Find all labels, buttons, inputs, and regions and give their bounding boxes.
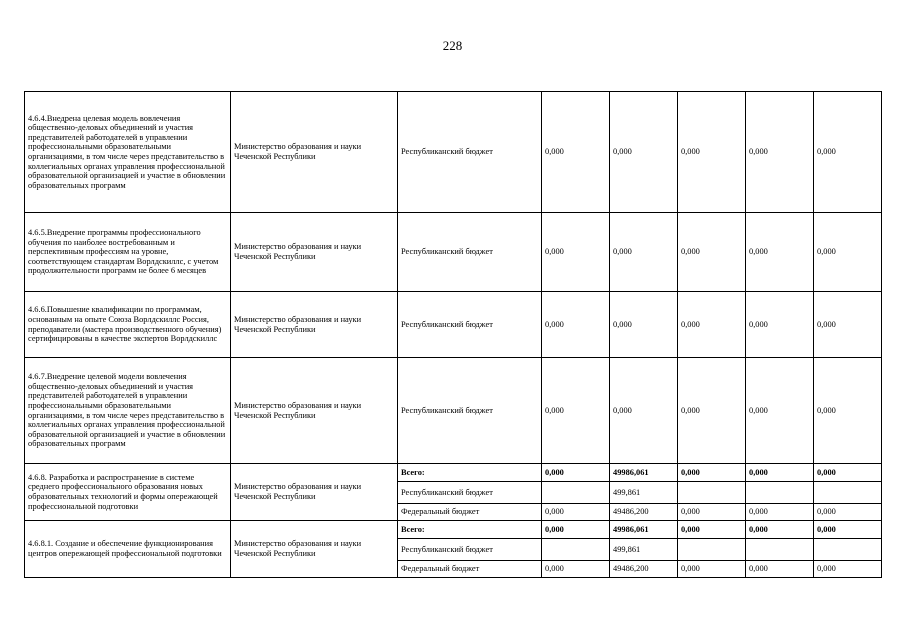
value-cell: 0,000 <box>678 464 746 482</box>
funding-source: Республиканский бюджет <box>398 292 542 358</box>
value-cell: 0,000 <box>814 358 882 464</box>
value-cell <box>678 539 746 561</box>
value-cell: 0,000 <box>542 504 610 521</box>
value-cell: 0,000 <box>746 92 814 213</box>
value-cell: 0,000 <box>610 358 678 464</box>
executor-cell: Министерство образования и науки Чеченской Республики <box>231 464 398 521</box>
executor-cell: Министерство образования и науки Чеченской Республики <box>231 213 398 292</box>
value-cell <box>746 539 814 561</box>
activity-description: 4.6.4.Внедрена целевая модель вовлечения общественно-деловых объединений и участия представителей работодателей в управлении профессиональными образовательными организациями, в том числе через представительство в коллегиальных органах управления профессиональной образовательной организацией и участие в обновлении образовательных программ <box>25 92 231 213</box>
activity-description: 4.6.8.1. Создание и обеспечение функционирования центров опережающей профессиональной подготовки <box>25 521 231 578</box>
value-cell: 49486,200 <box>610 504 678 521</box>
value-cell: 0,000 <box>678 504 746 521</box>
table-row <box>25 292 882 358</box>
page-number: 228 <box>442 38 463 53</box>
activity-description: 4.6.8. Разработка и распространение в системе среднего профессионального образования новых образовательных технологий и формы опережающей профессиональной подготовки <box>25 464 231 521</box>
value-cell <box>814 482 882 504</box>
value-cell: 0,000 <box>542 358 610 464</box>
value-cell <box>814 539 882 561</box>
value-cell: 0,000 <box>678 561 746 578</box>
funding-source: Республиканский бюджет <box>398 539 542 561</box>
value-cell: 0,000 <box>814 521 882 539</box>
table-row <box>25 521 882 539</box>
executor-cell: Министерство образования и науки Чеченской Республики <box>231 92 398 213</box>
funding-source: Федеральный бюджет <box>398 504 542 521</box>
value-cell: 0,000 <box>814 561 882 578</box>
value-cell: 0,000 <box>814 504 882 521</box>
value-cell: 49986,061 <box>610 521 678 539</box>
value-cell: 499,861 <box>610 482 678 504</box>
value-cell <box>542 539 610 561</box>
value-cell: 0,000 <box>678 213 746 292</box>
value-cell: 0,000 <box>542 92 610 213</box>
value-cell: 0,000 <box>814 292 882 358</box>
value-cell: 0,000 <box>746 213 814 292</box>
funding-source: Всего: <box>398 464 542 482</box>
value-cell: 0,000 <box>746 292 814 358</box>
value-cell: 499,861 <box>610 539 678 561</box>
value-cell: 0,000 <box>610 292 678 358</box>
value-cell: 0,000 <box>678 358 746 464</box>
table-row <box>25 464 882 482</box>
table-row <box>25 358 882 464</box>
value-cell: 0,000 <box>746 464 814 482</box>
executor-cell: Министерство образования и науки Чеченской Республики <box>231 521 398 578</box>
value-cell: 0,000 <box>746 504 814 521</box>
value-cell: 49986,061 <box>610 464 678 482</box>
value-cell: 0,000 <box>746 561 814 578</box>
value-cell: 0,000 <box>610 92 678 213</box>
activity-description: 4.6.5.Внедрение программы профессионального обучения по наиболее востребованным и перспективным профессиям на уровне, соответствующем стандартам Ворлдскиллс, с учетом продолжительности программ не более 6 месяцев <box>25 213 231 292</box>
value-cell: 0,000 <box>814 213 882 292</box>
value-cell: 0,000 <box>678 92 746 213</box>
value-cell <box>542 482 610 504</box>
value-cell: 0,000 <box>542 521 610 539</box>
value-cell: 0,000 <box>678 292 746 358</box>
value-cell: 49486,200 <box>610 561 678 578</box>
value-cell: 0,000 <box>542 464 610 482</box>
funding-source: Республиканский бюджет <box>398 358 542 464</box>
activity-description: 4.6.7.Внедрение целевой модели вовлечения общественно-деловых объединений и участия представителей работодателей в управлении профессиональными образовательными организациями, в том числе через представительство в коллегиальных органах управления профессиональной образовательной организацией и участие в обновлении образовательных программ <box>25 358 231 464</box>
value-cell: 0,000 <box>746 521 814 539</box>
value-cell: 0,000 <box>542 561 610 578</box>
budget-table <box>24 91 882 578</box>
funding-source: Республиканский бюджет <box>398 92 542 213</box>
funding-source: Республиканский бюджет <box>398 213 542 292</box>
value-cell <box>678 482 746 504</box>
value-cell: 0,000 <box>814 92 882 213</box>
value-cell <box>746 482 814 504</box>
value-cell: 0,000 <box>610 213 678 292</box>
funding-source: Федеральный бюджет <box>398 561 542 578</box>
value-cell: 0,000 <box>746 358 814 464</box>
executor-cell: Министерство образования и науки Чеченской Республики <box>231 358 398 464</box>
activity-description: 4.6.6.Повышение квалификации по программам, основанным на опыте Союза Ворлдскиллс Россия, преподаватели (мастера производственного обучения) сертифицированы в качестве экспертов Ворлдскиллс <box>25 292 231 358</box>
value-cell: 0,000 <box>542 292 610 358</box>
funding-source: Республиканский бюджет <box>398 482 542 504</box>
executor-cell: Министерство образования и науки Чеченской Республики <box>231 292 398 358</box>
value-cell: 0,000 <box>678 521 746 539</box>
table-row <box>25 92 882 213</box>
value-cell: 0,000 <box>542 213 610 292</box>
value-cell: 0,000 <box>814 464 882 482</box>
funding-source: Всего: <box>398 521 542 539</box>
table-row <box>25 213 882 292</box>
